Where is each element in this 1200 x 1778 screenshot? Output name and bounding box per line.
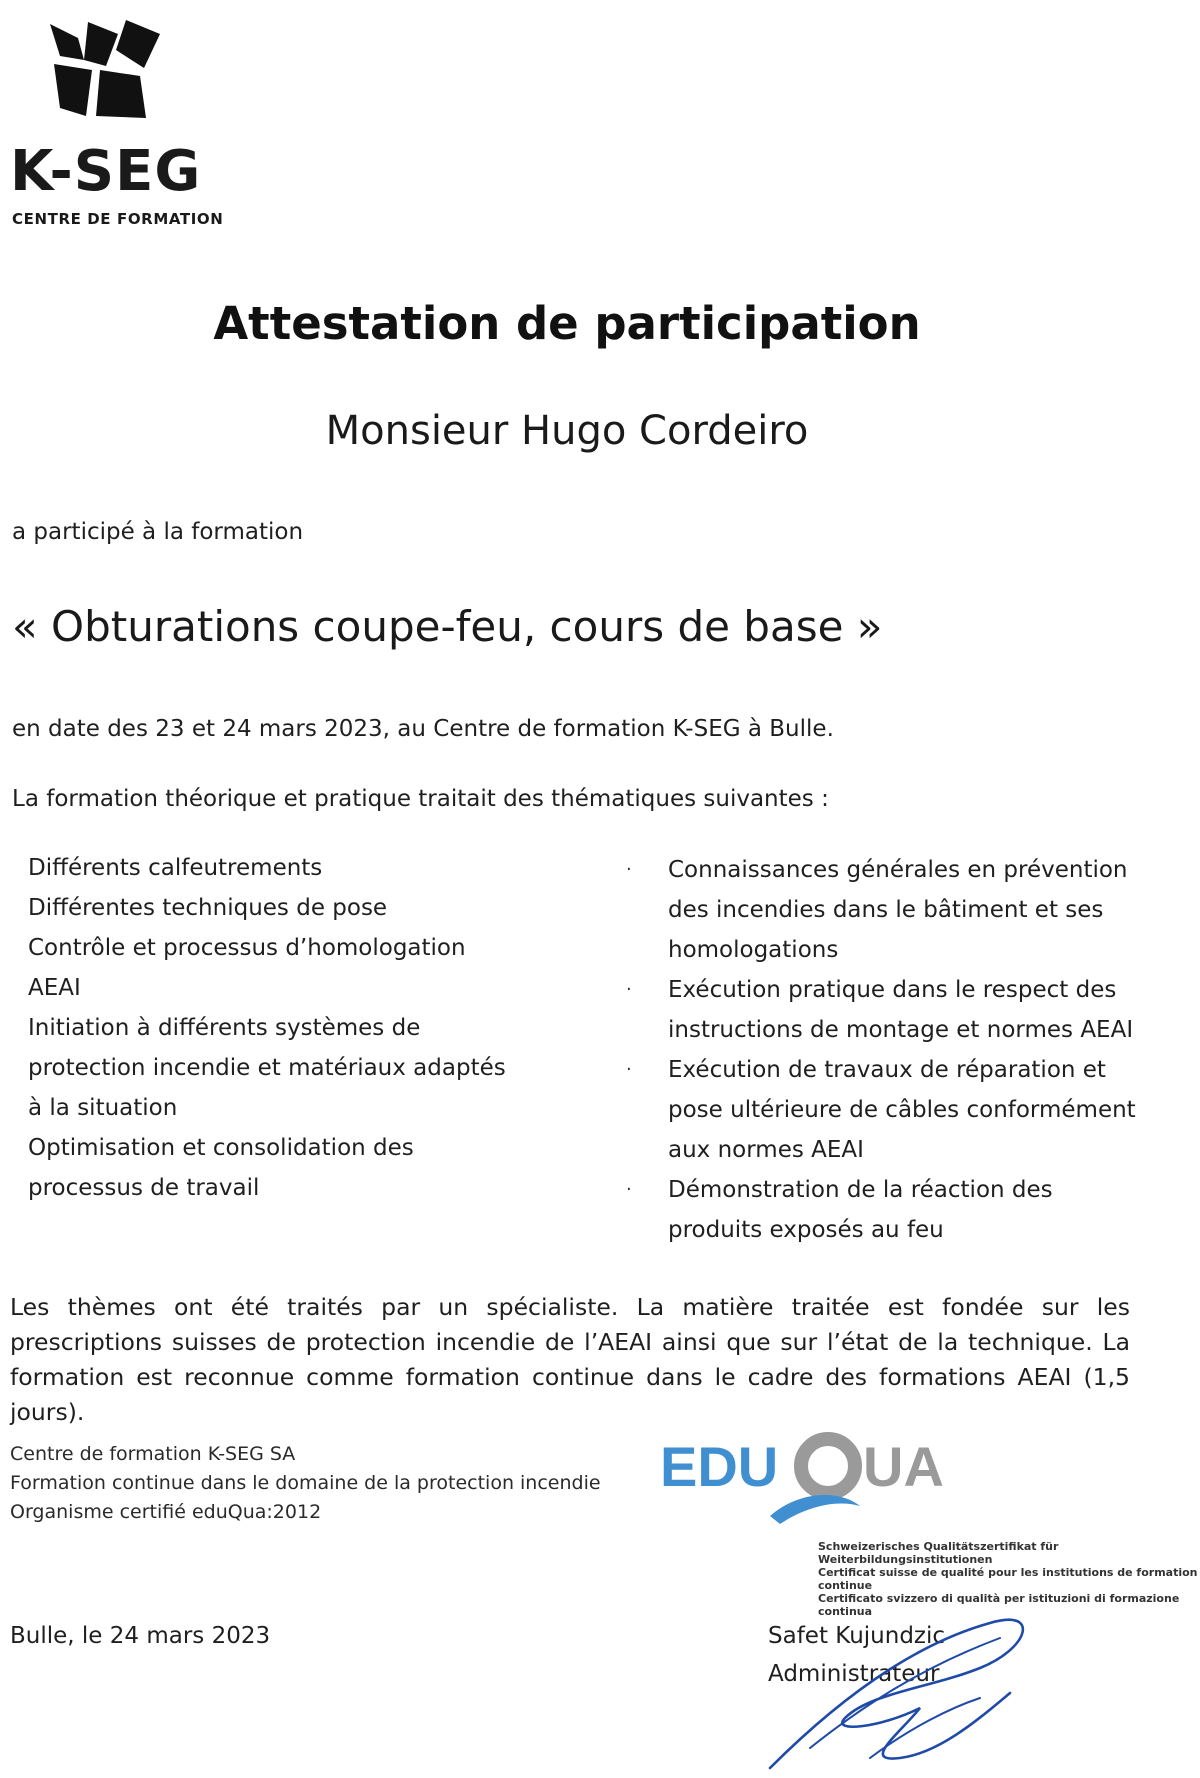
eduqua-cert-de: Schweizerisches Qualitätszertifikat für Weiterbildungsinstitutionen [818,1540,1059,1566]
organization-block [10,1440,601,1527]
eduqua-logo-text-left: EDU [660,1435,779,1498]
logo-subtitle: CENTRE DE FORMATION [12,210,224,228]
topic-line: Optimisation et consolidation des [28,1135,414,1161]
topic-text: Exécution de travaux de réparation et [668,1057,1106,1083]
logo-name: K-SEG [10,139,202,204]
topic-line: protection incendie et matériaux adaptés [28,1055,506,1081]
topics-intro-text: La formation théorique et pratique traitait des thématiques suivantes : [12,786,829,812]
signatory-name: Safet Kujundzic [768,1623,946,1649]
organization-description: Formation continue dans le domaine de la protection incendie [10,1472,601,1494]
topic-line [668,1130,1168,1170]
eduqua-cert-it: Certificato svizzero di qualità per istituzioni di formazione continua [818,1592,1180,1618]
topic-line [626,970,1168,1010]
topic-line: Initiation à différents systèmes de [28,1015,421,1041]
bullet-icon: · [626,1179,632,1200]
signatory-role: Administrateur [768,1661,940,1687]
recipient-name: Monsieur Hugo Cordeiro [325,408,809,454]
topic-text: des incendies dans le bâtiment et ses [668,897,1104,923]
eduqua-logo-text-right: UA [863,1435,944,1498]
topic-text: pose ultérieure de câbles conformément [668,1097,1136,1123]
place-date: Bulle, le 24 mars 2023 [10,1623,271,1649]
eduqua-logo-icon [660,1420,960,1530]
bullet-icon: · [626,979,632,1000]
course-title: « Obturations coupe-feu, cours de base » [12,602,883,651]
bullet-icon: · [626,859,632,880]
date-location-text: en date des 23 et 24 mars 2023, au Centre de formation K-SEG à Bulle. [12,716,834,742]
bullet-icon: · [626,1059,632,1080]
intro-text: a participé à la formation [12,519,304,545]
topic-line [668,930,1168,970]
document-title: Attestation de participation [213,297,921,350]
eduqua-cert-fr: Certificat suisse de qualité pour les institutions de formation continue [818,1566,1198,1592]
topic-text: instructions de montage et normes AEAI [668,1017,1134,1043]
topic-line: à la situation [28,1095,178,1121]
topic-line: Contrôle et processus d’homologation [28,935,466,961]
topic-text: Connaissances générales en prévention [668,857,1128,883]
topic-text: Démonstration de la réaction des [668,1177,1053,1203]
k-seg-logo-mark-icon [48,20,168,122]
topic-line: Différents calfeutrements [28,855,323,881]
topic-line: processus de travail [28,1175,260,1201]
topic-line [668,890,1168,930]
topic-line [626,1170,1168,1210]
topic-text: Exécution pratique dans le respect des [668,977,1117,1003]
topic-text: aux normes AEAI [668,1137,864,1163]
themes-paragraph: Les thèmes ont été traités par un spécialiste. La matière traitée est fondée sur les prescriptions suisses de protection incendie de l’AEAI ainsi que sur l’état de la technique. La formation est reconnue comme formation continue dans le cadre des formations AEAI (1,5 jours). [10,1293,1130,1426]
organization-name: Centre de formation K-SEG SA [10,1443,296,1465]
topic-line: Différentes techniques de pose [28,895,388,921]
topics-left-list [28,848,548,1208]
topics-right-list [626,850,1168,1250]
topic-line [668,1010,1168,1050]
topic-text: homologations [668,937,839,963]
topic-line [668,1090,1168,1130]
topic-line [626,850,1168,890]
topic-text: produits exposés au feu [668,1217,944,1243]
organization-certification: Organisme certifié eduQua:2012 [10,1501,322,1523]
handwritten-signature-icon [750,1598,1040,1778]
topic-line [626,1050,1168,1090]
topic-line: AEAI [28,975,81,1001]
topic-line [668,1210,1168,1250]
